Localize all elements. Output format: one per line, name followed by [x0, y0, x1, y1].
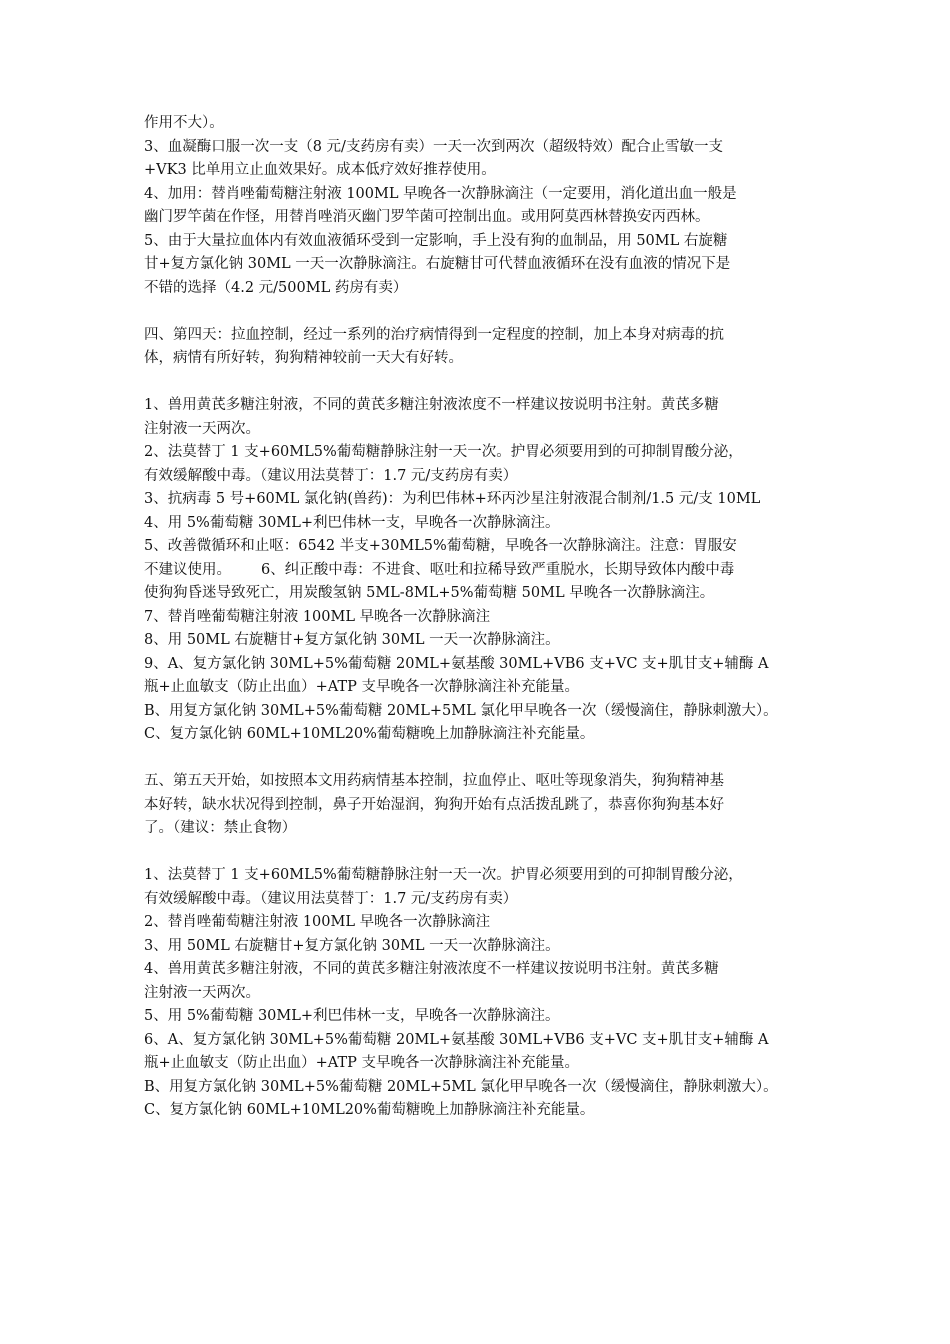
- document-body: [144, 112, 814, 1123]
- text-line: 2、替肖唑葡萄糖注射液 100ML 早晚各一次静脉滴注: [144, 914, 491, 930]
- text-line: 甘+复方氯化钠 30ML 一天一次静脉滴注。右旋糖甘可代替血液循环在没有血液的情况下是: [144, 256, 731, 272]
- text-line: C、复方氯化钠 60ML+10ML20%葡萄糖晚上加静脉滴注补充能量。: [144, 726, 595, 742]
- text-line: 4、加用：替肖唑葡萄糖注射液 100ML 早晚各一次静脉滴注（一定要用，消化道出血一般是: [144, 185, 737, 202]
- text-line: 体，病情有所好转，狗狗精神较前一天大有好转。: [144, 350, 463, 366]
- text-line: 5、改善微循环和止呕：6542 半支+30ML5%葡萄糖，早晚各一次静脉滴注。注意：胃服安: [144, 538, 737, 554]
- text-line: 五、第五天开始，如按照本文用药病情基本控制，拉血停止、呕吐等现象消失，狗狗精神基: [144, 773, 724, 789]
- blank-line: [144, 371, 814, 395]
- text-line: 作用不大）。: [144, 115, 224, 131]
- text-line: 瓶+止血敏支（防止出血）+ATP 支早晚各一次静脉滴注补充能量。: [144, 679, 580, 695]
- text-line: 9、A、复方氯化钠 30ML+5%葡萄糖 20ML+氨基酸 30ML+VB6 支+VC 支+肌甘支+辅酶 A: [144, 655, 769, 672]
- text-line: 使狗狗昏迷导致死亡，用炭酸氢钠 5ML-8ML+5%葡萄糖 50ML 早晚各一次静脉滴注。: [144, 585, 715, 601]
- text-line: 四、第四天：拉血控制，经过一系列的治疗病情得到一定程度的控制，加上本身对病毒的抗: [144, 326, 724, 343]
- text-line: 5、用 5%葡萄糖 30ML+利巴伟林一支，早晚各一次静脉滴注。: [144, 1008, 560, 1024]
- text-line: 注射液一天两次。: [144, 420, 260, 437]
- text-line: 有效缓解酸中毒。（建议用法莫替丁：1.7 元/支药房有卖）: [144, 890, 518, 907]
- blank-line: [144, 841, 814, 865]
- text-line: +VK3 比单用立止血效果好。成本低疗效好推荐使用。: [144, 162, 496, 178]
- text-line: 幽门罗竿菌在作怪，用替肖唑消灭幽门罗竿菌可控制出血。或用阿莫西林替换安丙西林。: [144, 209, 710, 225]
- text-line: 6、A、复方氯化钠 30ML+5%葡萄糖 20ML+氨基酸 30ML+VB6 支+VC 支+肌甘支+辅酶 A: [144, 1031, 769, 1048]
- text-line: 7、替肖唑葡萄糖注射液 100ML 早晚各一次静脉滴注: [144, 608, 491, 625]
- text-line: B、用复方氯化钠 30ML+5%葡萄糖 20ML+5ML 氯化甲早晚各一次（缓慢滴住，静脉刺激大）。: [144, 1078, 778, 1095]
- text-segment: 6、纠正酸中毒：不进食、呕吐和拉稀导致严重脱水，长期导致体内酸中毒: [261, 561, 735, 578]
- text-line: 5、由于大量拉血体内有效血液循环受到一定影响，手上没有狗的血制品，用 50ML 右旋糖: [144, 232, 728, 249]
- text-line: 2、法莫替丁 1 支+60ML5%葡萄糖静脉注射一天一次。护胃必须要用到的可抑制胃酸分泌，: [144, 444, 743, 460]
- text-line: 注射液一天两次。: [144, 984, 260, 1001]
- text-line: 8、用 50ML 右旋糖甘+复方氯化钠 30ML 一天一次静脉滴注。: [144, 632, 560, 648]
- text-line: 4、兽用黄芪多糖注射液，不同的黄芪多糖注射液浓度不一样建议按说明书注射。黄芪多糖: [144, 961, 719, 977]
- text-line: 3、血凝酶口服一次一支（8 元/支药房有卖）一天一次到两次（超级特效）配合止雪敏一支: [144, 138, 723, 155]
- text-line: 3、抗病毒 5 号+60ML 氯化钠(兽药)：为利巴伟林+环丙沙星注射液混合制剂/1.5 元/支 10ML: [144, 491, 761, 507]
- text-line: 有效缓解酸中毒。（建议用法莫替丁：1.7 元/支药房有卖）: [144, 467, 518, 484]
- text-line: C、复方氯化钠 60ML+10ML20%葡萄糖晚上加静脉滴注补充能量。: [144, 1102, 595, 1118]
- text-line: B、用复方氯化钠 30ML+5%葡萄糖 20ML+5ML 氯化甲早晚各一次（缓慢滴住，静脉刺激大）。: [144, 702, 778, 719]
- text-line: [144, 559, 814, 583]
- text-line: 3、用 50ML 右旋糖甘+复方氯化钠 30ML 一天一次静脉滴注。: [144, 937, 560, 954]
- text-line: 4、用 5%葡萄糖 30ML+利巴伟林一支，早晚各一次静脉滴注。: [144, 514, 560, 531]
- text-line: 瓶+止血敏支（防止出血）+ATP 支早晚各一次静脉滴注补充能量。: [144, 1055, 580, 1071]
- text-line: 不错的选择（4.2 元/500ML 药房有卖）: [144, 279, 408, 296]
- text-segment: 不建议使用。: [144, 561, 231, 578]
- text-line: 本好转，缺水状况得到控制，鼻子开始湿润，狗狗开始有点活拨乱跳了，恭喜你狗狗基本好: [144, 796, 724, 813]
- text-line: 1、兽用黄芪多糖注射液，不同的黄芪多糖注射液浓度不一样建议按说明书注射。黄芪多糖: [144, 397, 719, 413]
- text-line: 了。（建议：禁止食物）: [144, 820, 297, 836]
- blank-line: [144, 747, 814, 771]
- text-line: 1、法莫替丁 1 支+60ML5%葡萄糖静脉注射一天一次。护胃必须要用到的可抑制胃酸分泌，: [144, 867, 743, 883]
- blank-line: [144, 300, 814, 324]
